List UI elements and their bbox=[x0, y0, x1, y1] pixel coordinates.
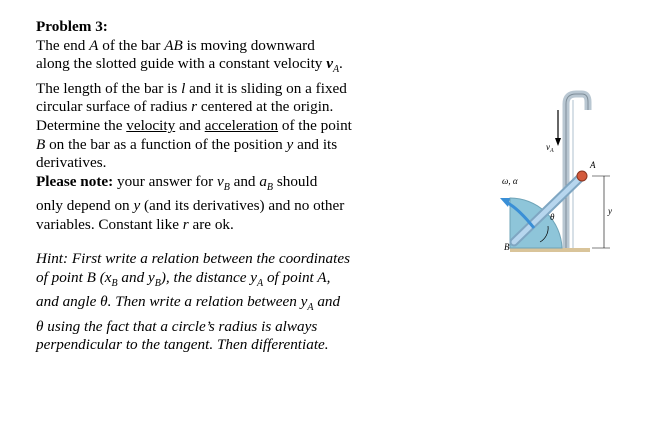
label-y: y bbox=[608, 206, 612, 216]
problem-line-2: along the slotted guide with a constant velocity $v_A$. bbox=[36, 55, 343, 76]
mechanism-figure bbox=[470, 80, 630, 260]
slotted-guide bbox=[566, 94, 588, 248]
problem-note-line-1: Please note: your answer for $v_B$ and $a_B$ should bbox=[36, 172, 318, 193]
hint-block bbox=[36, 250, 396, 355]
problem-note-line-3: variables. Constant like r are ok. bbox=[36, 216, 234, 233]
problem-line-1: The end A of the bar AB is moving downward bbox=[36, 36, 315, 54]
problem-line-6: B on the bar as a function of the position y and its bbox=[36, 135, 338, 153]
velocity-arrow-head bbox=[555, 138, 561, 146]
label-vA: $v_A$ bbox=[546, 142, 554, 154]
problem-statement bbox=[36, 18, 386, 235]
label-omega-alpha: ω, α bbox=[502, 176, 518, 186]
problem-title: Problem 3: bbox=[36, 18, 108, 35]
pin-A bbox=[577, 171, 587, 181]
problem-line-7: derivatives. bbox=[36, 154, 107, 172]
hint-line-5: perpendicular to the tangent. Then differentiate. bbox=[36, 336, 329, 354]
problem-note-line-2: only depend on y (and its derivatives) and no other bbox=[36, 197, 345, 215]
problem-line-4: circular surface of radius r centered at the origin. bbox=[36, 98, 334, 116]
omega-arrow-head bbox=[500, 198, 510, 207]
guide-pipe bbox=[566, 94, 588, 248]
hint-line-2: of point B ($x_B$ and $y_B$), the distance $y_A$ of point A, bbox=[36, 268, 331, 289]
hint-line-1: Hint: First write a relation between the coordinates bbox=[36, 250, 350, 267]
ground-surface bbox=[510, 248, 590, 252]
problem-line-5: Determine the velocity and acceleration of the point bbox=[36, 117, 352, 134]
problem-line-3: The length of the bar is l and it is sliding on a fixed bbox=[36, 79, 347, 97]
hint-line-4: θ using the fact that a circle’s radius is always bbox=[36, 317, 318, 335]
label-A: A bbox=[590, 160, 596, 170]
label-theta: θ bbox=[550, 212, 555, 222]
label-B: B bbox=[504, 242, 510, 252]
hint-line-3: and angle θ. Then write a relation between $y_A$ and bbox=[36, 293, 341, 314]
